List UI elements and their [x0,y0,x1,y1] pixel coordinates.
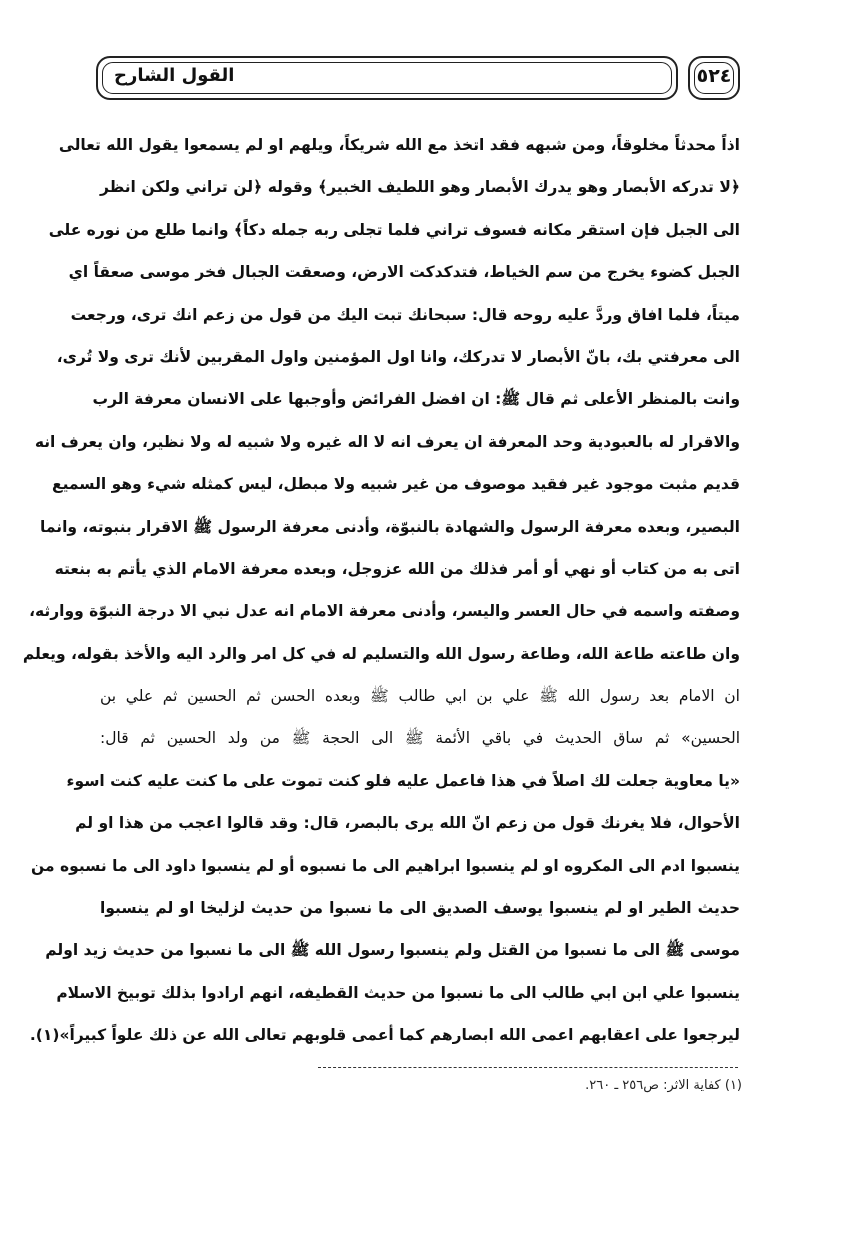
text-line: الجبل كضوء يخرج من سم الخياط، فتدكدكت الارض، وصعقت الجبال فخر موسى صعقاً اي [68,263,740,282]
text-line: قديم مثبت موجود غير فقيد موصوف من غير شبيه ولا مبطل، ليس كمثله شيء وهو السميع [52,475,740,494]
text-line: الأحوال، فلا يغرنك قول من زعم انّ الله يرى بالبصر، قال: وقد قالوا اعجب من هذا او لم [75,814,740,833]
page-number: ٥٢٤ [696,65,732,87]
running-title: القول الشارح [114,65,235,86]
text-line: ميتاً، فلما افاق وردَّ عليه روحه قال: سبحانك تبت اليك من قول من زعم انك ترى، ورجعت [70,305,740,324]
footnote: (١) كفاية الاثر: ص٢٥٦ ـ ٢٦٠. [585,1078,742,1093]
text-line: اذاً محدثاً مخلوقاً، ومن شبهه فقد اتخذ مع الله شريكاً، ويلهم او لم يسمعوا يقول الله تعالى [58,136,740,154]
text-line: حديث الطير او لم ينسبوا يوسف الصديق الى ما نسبوا من حديث لزليخا او لم ينسبوا [100,899,740,918]
text-line: البصير، وبعده معرفة الرسول والشهادة بالنبوّة، وأدنى معرفة الرسول ﷺ الاقرار بنبوته، وانما [40,517,740,536]
text-line: «يا معاوية جعلت لك اصلاً في هذا فاعمل عليه فلو كنت تموت على ما كنت عليه كنت اسوء [66,771,740,790]
text-line: ينسبوا ادم الى المكروه او لم ينسبوا ابراهيم الى ما نسبوه أو لم ينسبوا داود الى ما نسبوه من [31,856,740,875]
text-line: الى معرفتي بك، بانّ الأبصار لا تدركك، وانا اول المؤمنين واول المقربين لأنك ترى ولا تُرى، [56,347,740,366]
page-number-frame [688,56,740,100]
text-line: ان الامام بعد رسول الله ﷺ علي بن ابي طالب ﷺ وبعده الحسن ثم الحسين ثم علي بن [100,687,740,706]
text-line: ينسبوا علي ابن ابي طالب الى ما نسبوا من حديث القطيفه، انهم ارادوا بذلك توبيخ الاسلام [56,983,740,1002]
page-header [96,56,740,100]
text-line: موسى ﷺ الى ما نسبوا من القتل ولم ينسبوا رسول الله ﷺ الى ما نسبوا من حديث زيد اولم [45,941,740,960]
footnote-divider [318,1067,738,1068]
text-line: والاقرار له بالعبودية وحد المعرفة ان يعرف انه لا اله غيره ولا شبيه له ولا نظير، وان يعرف انه [34,432,740,451]
main-text [22,124,740,1057]
text-line: ﴿لا تدركه الأبصار وهو يدرك الأبصار وهو اللطيف الخبير﴾ وقوله ﴿لن تراني ولكن انظر [100,178,740,197]
text-line: وان طاعته طاعة الله، وطاعة رسول الله والتسليم له في كل امر والرد اليه والأخذ بقوله، ويعلم [22,644,740,663]
text-line: وانت بالمنظر الأعلى ثم قال ﷺ: ان افضل الفرائض وأوجبها على الانسان معرفة الرب [92,390,740,409]
text-line: ليرجعوا على اعقابهم اعمى الله ابصارهم كما أعمى قلوبهم تعالى الله عن ذلك علواً كبيراً»(١). [29,1026,740,1045]
text-line: وصفته واسمه في حال العسر واليسر، وأدنى معرفة الامام انه عدل نبي الا درجة النبوّة ووارثه، [29,602,740,621]
running-title-frame [96,56,678,100]
text-line: الحسين» ثم ساق الحديث في باقي الأئمة ﷺ الى الحجة ﷺ من ولد الحسين ثم قال: [100,729,740,748]
text-line: اتى به من كتاب أو نهي أو أمر فذلك من الله عزوجل، وبعده معرفة الامام الذي يأتم به بنعته [54,559,740,578]
text-line: الى الجبل فإن استقر مكانه فسوف تراني فلما تجلى ربه جمله دكاً﴾ وانما طلع من نوره على [48,220,740,239]
